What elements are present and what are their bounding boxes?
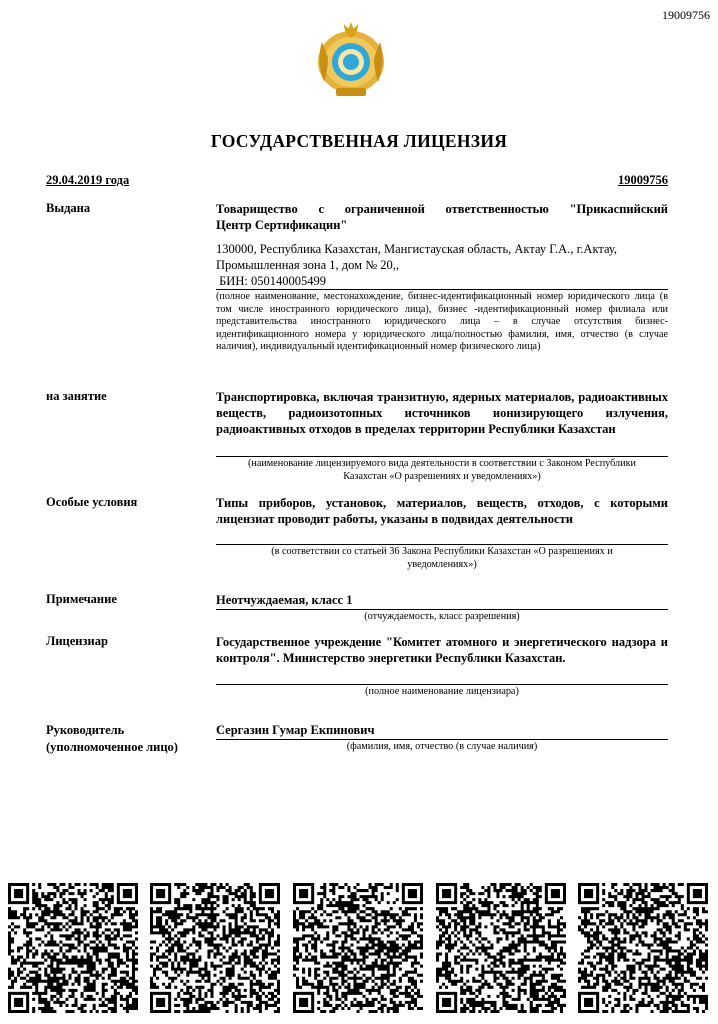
divider <box>216 609 668 610</box>
special-conditions-value: Типы приборов, установок, материалов, веществ, отходов, с которыми лицензиат проводит работы, указаны в подвидах деятельности <box>216 496 668 526</box>
divider <box>216 544 668 545</box>
issued-address-line1: 130000, Республика Казахстан, Мангистауская область, Актау Г.А., г.Актау, <box>216 242 618 256</box>
head-label-line2: (уполномоченное лицо) <box>46 740 178 754</box>
special-conditions-hint: (в соответствии со статьей 36 Закона Республики Казахстан «О разрешениях и уведомлениях») <box>271 546 613 570</box>
issued-org-name <box>216 201 668 233</box>
license-number: 19009756 <box>618 173 668 187</box>
activity-hint: (наименование лицензируемого вида деятельности в соответствии с Законом Республики Казахстан «О разрешениях и уведомлениях») <box>247 458 636 482</box>
activity-label: на занятие <box>46 389 107 403</box>
document-title: ГОСУДАРСТВЕННАЯ ЛИЦЕНЗИЯ <box>210 131 508 151</box>
head-hint: (фамилия, имя, отчество (в случае наличия) <box>346 741 538 752</box>
qr-code <box>436 883 566 1013</box>
head-value: Сергазин Гумар Екпинович <box>216 723 375 737</box>
qr-code <box>578 883 708 1013</box>
issued-org-name-line2: Центр Сертификации" <box>216 218 348 232</box>
licensor-value: Государственное учреждение "Комитет атомного и энергетического надзора и контроля". Министерство энергетики Республики Казахстан. <box>216 635 668 665</box>
issued-hint: (полное наименование, местонахождение, бизнес-идентификационный номер юридического лица (в том числе иностранного юридического лица), бизнес -идентификационный номер филиала или представительства иностранного юридического лица – в случае отсутствия бизнес-идентификационного номера у юридического лица/полностью фамилия, имя, отчество (в случае наличия), индивидуальный идентификационный номер физического лица) <box>216 291 668 352</box>
issued-org-name-line1: Товарищество с ограниченной ответственностью "Прикаспийский <box>216 202 668 216</box>
issue-date: 29.04.2019 года <box>46 173 130 187</box>
qr-code-icon <box>8 883 138 1013</box>
note-hint: (отчуждаемость, класс разрешения) <box>364 611 520 622</box>
head-label <box>46 722 178 756</box>
qr-code <box>150 883 280 1013</box>
special-conditions-label: Особые условия <box>46 495 138 509</box>
licensor-label: Лицензиар <box>46 634 108 648</box>
head-label-line1: Руководитель <box>46 723 125 737</box>
issued-bin: БИН: 050140005499 <box>216 274 326 288</box>
licensor-hint: (полное наименование лицензиара) <box>365 686 519 697</box>
qr-code <box>8 883 138 1013</box>
divider <box>216 739 668 740</box>
qr-code-icon <box>150 883 280 1013</box>
issued-address-line2: Промышленная зона 1, дом № 20,, <box>216 258 399 272</box>
header-document-number: 19009756 <box>662 8 710 22</box>
qr-code-icon <box>293 883 423 1013</box>
issued-address <box>216 241 668 289</box>
qr-code-icon <box>436 883 566 1013</box>
divider <box>216 684 668 685</box>
divider <box>216 289 668 290</box>
state-emblem-icon <box>314 20 388 100</box>
activity-value: Транспортировка, включая транзитную, ядерных материалов, радиоактивных веществ, радиоизотопных источников ионизирующего излучения, радиоактивных отходов в пределах территории Республики Казахстан <box>216 390 668 436</box>
divider <box>216 456 668 457</box>
note-label: Примечание <box>46 592 117 606</box>
qr-code-icon <box>578 883 708 1013</box>
qr-code <box>293 883 423 1013</box>
note-value: Неотчуждаемая, класс 1 <box>216 593 353 607</box>
issued-label: Выдана <box>46 201 91 215</box>
